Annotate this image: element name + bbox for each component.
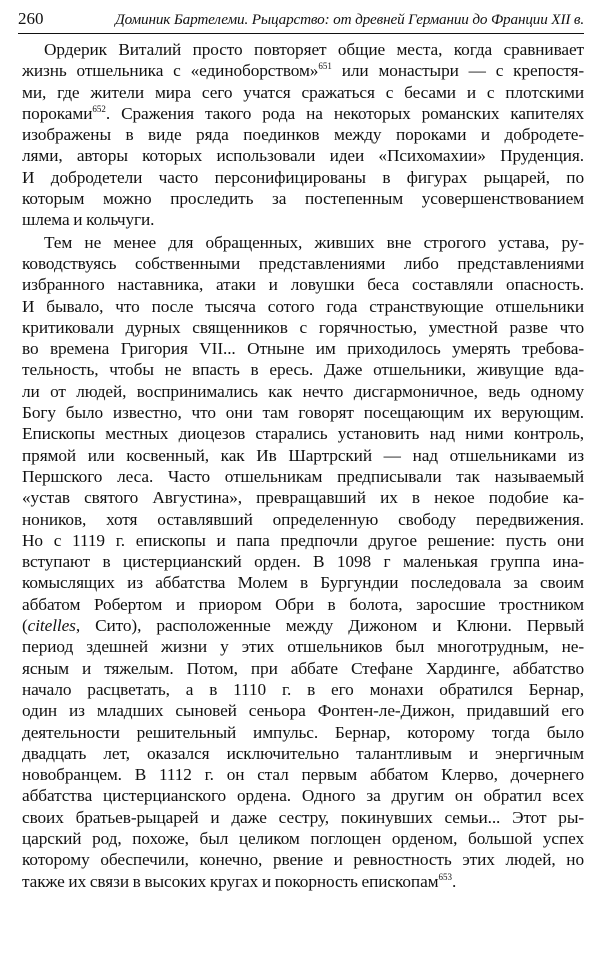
text-run: ми, где жители мира сего учатся сражаться с бесами и с плотскими: [22, 82, 584, 102]
text-run: вступают в цистерцианский орден. В 1098 г маленькая группа ина-: [22, 552, 584, 572]
text-line: [22, 636, 584, 657]
text-line: [22, 188, 584, 209]
text-run: комыслящих из аббатства Молем в Бургундии последовала за своим: [22, 573, 584, 593]
text-run: Но с 1119 г. епископы и папа предпочли другое решение: пусть они: [22, 530, 584, 550]
paragraph: [22, 39, 584, 231]
text-run: которым можно проследить за постепенным усовершенствованием: [22, 189, 584, 209]
italic-term: citelles: [27, 616, 76, 636]
text-line: [22, 551, 584, 572]
text-line: [22, 466, 584, 487]
text-line: [22, 828, 584, 849]
text-run: период здешней жизни у этих отшельников был многотрудным, не-: [22, 637, 584, 657]
text-line: [22, 60, 584, 81]
text-line: [22, 167, 584, 188]
text-line: [22, 145, 584, 166]
text-run: прямой или косвенный, как Ив Шартрский — над отшельниками из: [22, 445, 584, 465]
text-line: [22, 232, 584, 253]
text-run: Ордерик Виталий просто повторяет общие места, когда сравнивает: [44, 40, 584, 59]
text-run: критиковали дурных священников с горячностью, уместной разве что: [22, 317, 584, 337]
text-line: [22, 743, 584, 764]
text-run: аббатом Робертом и приором Обри в болота, заросшие тростником: [22, 594, 584, 614]
text-line: [22, 402, 584, 423]
text-run: аббатства цистерцианского ордена. Одного за другим он обратил всех: [22, 786, 584, 806]
text-line: [22, 700, 584, 721]
text-run: во времена Григория VII... Отныне им приходилось умерять требова-: [22, 339, 584, 359]
text-run: пороками: [22, 103, 93, 123]
text-line: [22, 103, 584, 124]
text-run: новобранцем. В 1112 г. он стал первым аббатом Клерво, дочернего: [22, 765, 584, 785]
text-run: ясным и тяжелым. Потом, при аббате Стефане Хардинге, аббатство: [22, 658, 584, 678]
body-text: [22, 39, 584, 892]
text-run: Тем не менее для обращенных, живших вне строгого устава, ру-: [44, 232, 584, 252]
footnote-marker: 653: [438, 871, 452, 882]
text-line: [22, 572, 584, 593]
text-run: своих братьев-рыцарей и даже сестру, покинувших семьи... Этот ры-: [22, 807, 584, 827]
text-run: двадцать лет, оказался исключительно талантливым и энергичным: [22, 743, 584, 763]
text-line: [22, 679, 584, 700]
text-run: Першского леса. Часто отшельникам предписывали так называемый: [22, 466, 584, 486]
text-line: [22, 530, 584, 551]
text-run: один из младших сыновей сеньора Фонтен-ле-Дижон, придавший его: [22, 701, 584, 721]
text-run: . Сражения такого рода на некоторых романских капителях: [105, 103, 584, 123]
text-run: ководствуясь собственными представлениями либо представлениями: [22, 253, 584, 273]
text-line: [22, 296, 584, 317]
text-line: [22, 871, 584, 892]
text-line: [22, 338, 584, 359]
text-run: или монастыри — с крепостя-: [331, 61, 584, 81]
text-line: [22, 764, 584, 785]
text-run: (: [22, 616, 28, 636]
text-run: , Сито), расположенные между Дижоном и Клюни. Первый: [75, 616, 584, 636]
text-line: [22, 658, 584, 679]
page-number: 260: [18, 9, 44, 28]
text-run: тельность, чтобы не впасть в ересь. Даже отшельники, живущие вда-: [22, 360, 584, 380]
text-line: [22, 253, 584, 274]
text-run: жизнь отшельника с «единоборством»: [22, 61, 319, 81]
text-line: [22, 807, 584, 828]
text-line: [22, 849, 584, 870]
text-run: избранного наставника, атаки и ловушки беса составляли опасность.: [22, 275, 584, 295]
text-line: [22, 274, 584, 295]
text-line: [22, 359, 584, 380]
text-run: ли от людей, воспринимались как нечто дисгармоничное, ведь одному: [22, 381, 584, 401]
text-run: .: [451, 871, 457, 891]
text-line: [22, 124, 584, 145]
text-line: [22, 82, 584, 103]
text-run: которому обеспечили, конечно, рвение и ревностность этих людей, но: [22, 850, 584, 870]
text-line: [22, 39, 584, 60]
paragraph: [22, 232, 584, 892]
text-run: лями, авторы которых использовали идеи «Психомахии» Пруденция.: [22, 146, 584, 166]
text-line: [22, 722, 584, 743]
text-line: [22, 487, 584, 508]
running-title: Доминик Бартелеми. Рыцарство: от древней Германии до Франции XII в.: [115, 11, 584, 28]
text-line: [22, 381, 584, 402]
text-line: [22, 509, 584, 530]
footnote-marker: 651: [318, 61, 332, 72]
text-run: ноников, хотя оставлявший определенную свободу передвижения.: [22, 509, 584, 529]
text-line: [22, 594, 584, 615]
text-line: [22, 445, 584, 466]
text-run: царский род, похоже, был целиком поглощен орденом, большой успех: [22, 828, 584, 848]
footnote-marker: 652: [92, 103, 106, 114]
text-line: [22, 785, 584, 806]
text-line: [22, 423, 584, 444]
text-run: И бывало, что после тысяча сотого года странствующие отшельники: [22, 296, 584, 316]
text-line: [22, 317, 584, 338]
text-line: [22, 209, 584, 230]
text-line: [22, 615, 584, 636]
text-run: «устав святого Августина», превращавший их в некое подобие ка-: [22, 488, 584, 508]
running-header: [18, 8, 584, 32]
text-run: деятельности решительный импульс. Бернар, которому тогда было: [22, 722, 584, 742]
text-run: Епископы местных диоцезов старались установить над ними контроль,: [22, 424, 584, 444]
text-run: шлема и кольчуги.: [22, 210, 155, 230]
text-run: изображены в виде ряда поединков между пороками и добродете-: [22, 125, 584, 145]
text-run: начало расцветать, а в 1110 г. в его монахи обратился Бернар,: [22, 679, 584, 699]
header-rule: [18, 33, 584, 34]
text-run: И добродетели часто персонифицированы в фигурах рыцарей, по: [22, 167, 584, 187]
text-run: Богу было известно, что они там говорят посещающим их верующим.: [22, 403, 584, 423]
text-run: также их связи в высоких кругах и покорность епископам: [22, 871, 439, 891]
